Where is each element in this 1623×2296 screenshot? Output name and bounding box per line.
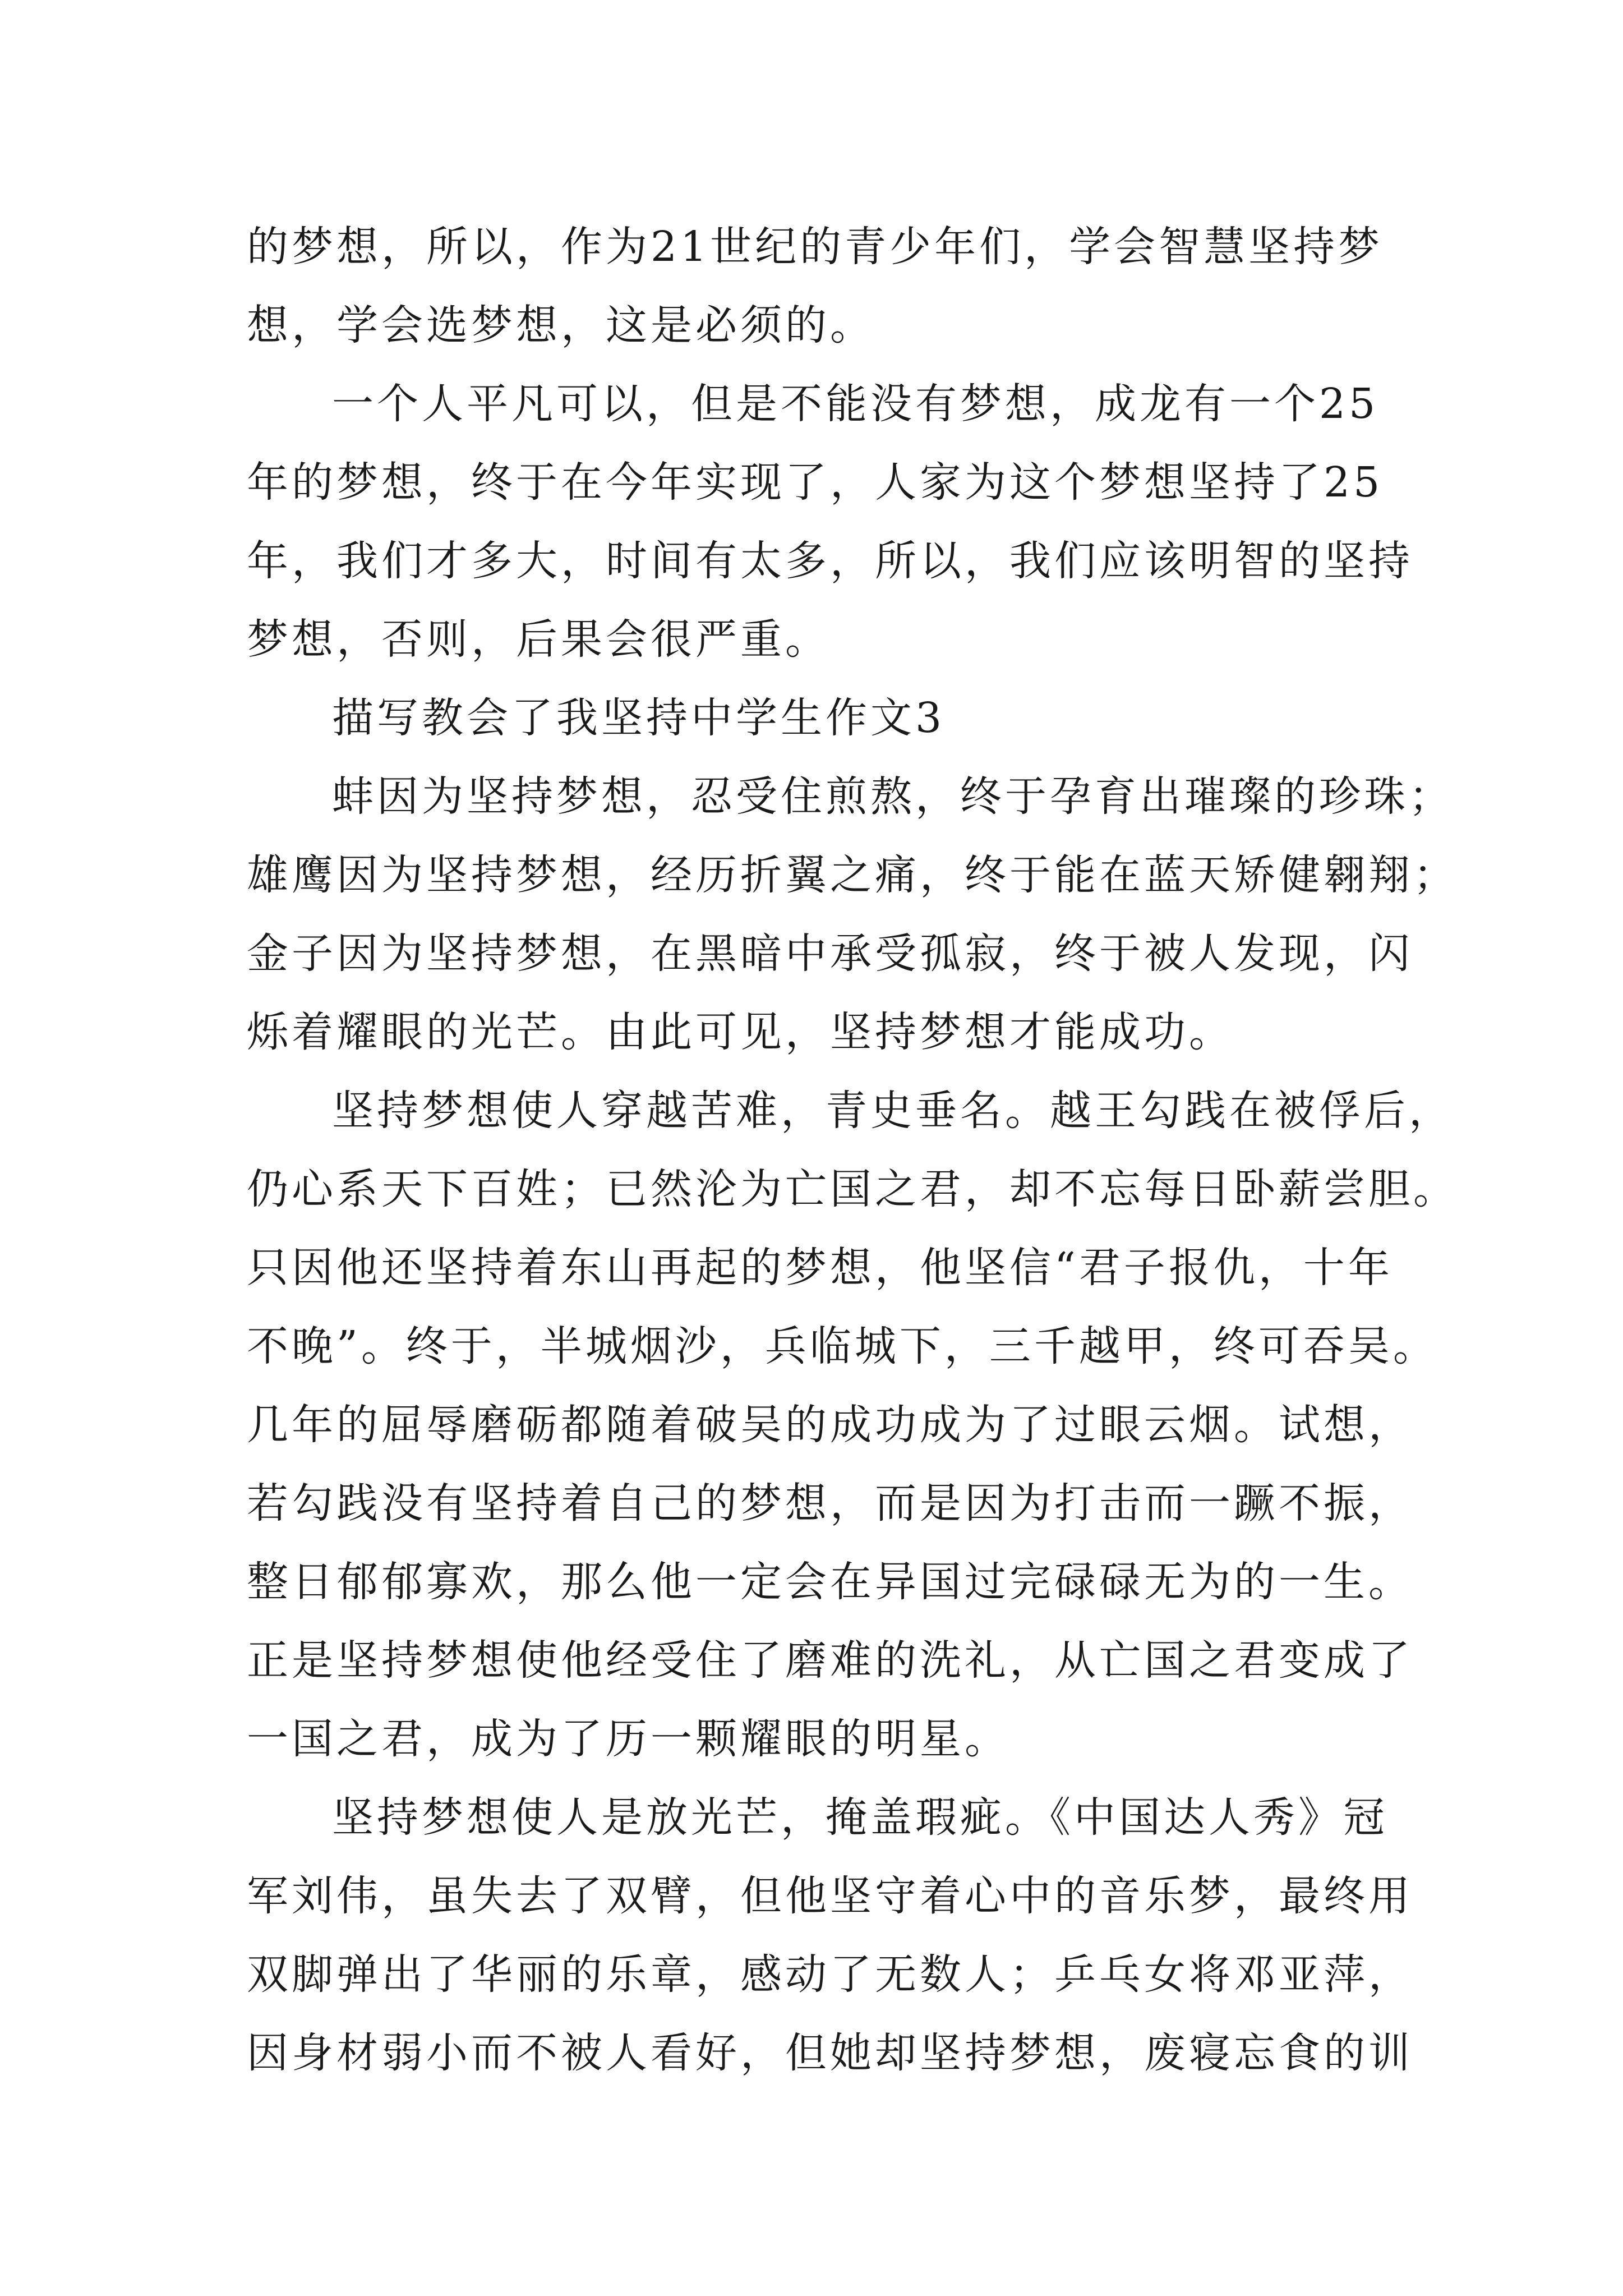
- text-line: 只因他还坚持着东山再起的梦想，他坚信“君子报仇，十年: [247, 1244, 1393, 1292]
- text-line: 雄鹰因为坚持梦想，经历折翼之痛，终于能在蓝天矫健翱翔；: [247, 851, 1458, 899]
- text-line: 正是坚持梦想使他经受住了磨难的洗礼，从亡国之君变成了: [247, 1636, 1413, 1685]
- text-line: 仍心系天下百姓；已然沦为亡国之君，却不忘每日卧薪尝胆。: [247, 1165, 1458, 1213]
- text-line: 双脚弹出了华丽的乐章，感动了无数人；乒乓女将邓亚萍，: [247, 1950, 1413, 1999]
- text-line: 梦想，否则，后果会很严重。: [247, 615, 830, 664]
- text-line: 一国之君，成为了历一颗耀眼的明星。: [247, 1715, 1009, 1763]
- text-line: 一个人平凡可以，但是不能没有梦想，成龙有一个25: [332, 380, 1379, 428]
- text-line: 金子因为坚持梦想，在黑暗中承受孤寂，终于被人发现，闪: [247, 930, 1413, 978]
- text-line: 因身材弱小而不被人看好，但她却坚持梦想，废寝忘食的训: [247, 2029, 1413, 2077]
- section-heading: 描写教会了我坚持中学生作文3: [332, 694, 946, 742]
- text-line: 坚持梦想使人是放光芒，掩盖瑕疵。《中国达人秀》冠: [332, 1793, 1388, 1842]
- text-line: 若勾践没有坚持着自己的梦想，而是因为打击而一蹶不振，: [247, 1479, 1413, 1527]
- text-line: 烁着耀眼的光芒。由此可见，坚持梦想才能成功。: [247, 1008, 1234, 1056]
- text-line: 整日郁郁寡欢，那么他一定会在异国过完碌碌无为的一生。: [247, 1558, 1413, 1606]
- text-line: 几年的屈辱磨砺都随着破吴的成功成为了过眼云烟。试想，: [247, 1401, 1413, 1449]
- document-body: [247, 208, 1458, 2092]
- text-line: 年的梦想，终于在今年实现了，人家为这个梦想坚持了25: [247, 458, 1384, 507]
- text-line: 坚持梦想使人穿越苦难，青史垂名。越王勾践在被俘后，: [332, 1087, 1454, 1135]
- text-line: 军刘伟，虽失去了双臂，但他坚守着心中的音乐梦，最终用: [247, 1872, 1413, 1920]
- text-line: 不晚”。终于，半城烟沙，兵临城下，三千越甲，终可吞吴。: [247, 1322, 1438, 1370]
- text-line: 年，我们才多大，时间有太多，所以，我们应该明智的坚持: [247, 537, 1413, 585]
- text-line: 蚌因为坚持梦想，忍受住煎熬，终于孕育出璀璨的珍珠；: [332, 772, 1454, 821]
- text-line: 想，学会选梦想，这是必须的。: [247, 301, 875, 349]
- text-line: 的梦想，所以，作为21世纪的青少年们，学会智慧坚持梦: [247, 223, 1384, 271]
